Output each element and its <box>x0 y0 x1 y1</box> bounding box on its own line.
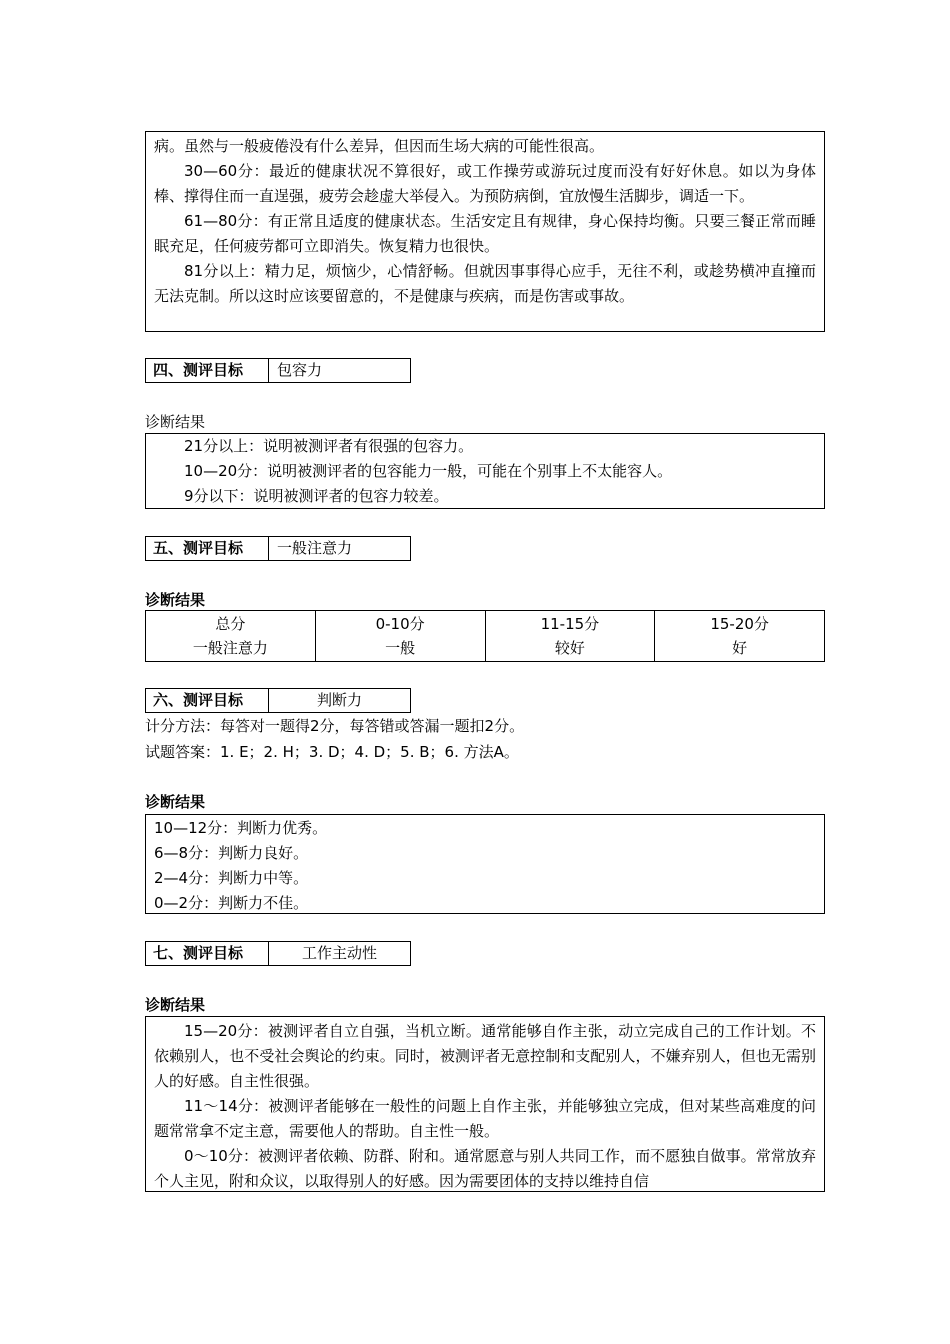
diagnosis-7-label: 诊断结果 <box>145 996 206 1014</box>
target-7-value: 工作主动性 <box>301 944 377 962</box>
attention-score-table <box>145 610 825 662</box>
table-cell: 一般注意力 <box>192 639 268 657</box>
diagnosis-4-line: 10—20分：说明被测评者的包容能力一般，可能在个别事上不太能容人。 <box>184 462 673 480</box>
diagnosis-6-line: 10—12分：判断力优秀。 <box>154 819 328 837</box>
target-4-value: 包容力 <box>277 361 323 379</box>
diagnosis-6-line: 0—2分：判断力不佳。 <box>154 894 309 912</box>
health-result-line: 30—60分：最近的健康状况不算很好，或工作操劳或游玩过度而没有好好休息。如以为身体棒、撑得住而一直逞强，疲劳会趁虚大举侵入。为预防病倒，宜放慢生活脚步，调适一下。 <box>154 162 816 205</box>
table-row <box>146 611 825 662</box>
target-4-box <box>145 358 411 383</box>
diagnosis-5-label: 诊断结果 <box>145 591 206 609</box>
diagnosis-6-box <box>145 814 825 914</box>
diagnosis-6-label: 诊断结果 <box>145 793 206 811</box>
diagnosis-7-box <box>145 1016 825 1192</box>
table-cell: 好 <box>732 639 748 657</box>
answer-key: 试题答案：1. E；2. H；3. D；4. D；5. B；6. 方法A。 <box>145 743 519 761</box>
target-7-box <box>145 941 411 966</box>
target-5-value: 一般注意力 <box>277 539 353 557</box>
target-6-value: 判断力 <box>316 691 362 709</box>
table-header-cell: 15-20分 <box>710 615 769 633</box>
diagnosis-4-line: 9分以下：说明被测评者的包容力较差。 <box>184 487 449 505</box>
table-header-cell: 0-10分 <box>375 615 425 633</box>
table-header-cell: 11-15分 <box>540 615 600 633</box>
diagnosis-4-box <box>145 433 825 509</box>
table-cell: 较好 <box>554 639 585 657</box>
diagnosis-7-line: 11～14分：被测评者能够在一般性的问题上自作主张，并能够独立完成，但对某些高难度的问题常常拿不定主意，需要他人的帮助。自主性一般。 <box>154 1097 816 1140</box>
scoring-method: 计分方法：每答对一题得2分，每答错或答漏一题扣2分。 <box>145 717 525 735</box>
target-5-label: 五、测评目标 <box>146 537 269 560</box>
diagnosis-4-line: 21分以上：说明被测评者有很强的包容力。 <box>184 437 474 455</box>
target-5-box <box>145 536 411 561</box>
table-header-cell: 总分 <box>215 615 246 633</box>
diagnosis-7-line: 0～10分：被测评者依赖、防群、附和。通常愿意与别人共同工作，而不愿独自做事。常常放弃个人主见，附和众议，以取得别人的好感。因为需要团体的支持以维持自信 <box>154 1147 816 1190</box>
diagnosis-4-label: 诊断结果 <box>145 413 206 431</box>
health-result-line: 病。虽然与一般疲倦没有什么差异，但因而生场大病的可能性很高。 <box>154 137 605 155</box>
diagnosis-6-line: 2—4分：判断力中等。 <box>154 869 309 887</box>
health-result-box <box>145 131 825 332</box>
target-7-label: 七、测评目标 <box>146 942 269 965</box>
diagnosis-6-line: 6—8分：判断力良好。 <box>154 844 309 862</box>
target-6-label: 六、测评目标 <box>146 689 269 712</box>
health-result-line: 61—80分：有正常且适度的健康状态。生活安定且有规律，身心保持均衡。只要三餐正常而睡眠充足，任何疲劳都可立即消失。恢复精力也很快。 <box>154 212 816 255</box>
health-result-line: 81分以上：精力足，烦恼少，心情舒畅。但就因事事得心应手，无往不利，或趁势横冲直撞而无法克制。所以这时应该要留意的，不是健康与疾病，而是伤害或事故。 <box>154 262 816 305</box>
target-4-label: 四、测评目标 <box>146 359 269 382</box>
diagnosis-7-line: 15—20分：被测评者自立自强，当机立断。通常能够自作主张，动立完成自己的工作计划。不依赖别人，也不受社会舆论的约束。同时，被测评者无意控制和支配别人，不嫌弃别人，但也无需别人的好感。自主性很强。 <box>154 1022 816 1090</box>
table-cell: 一般 <box>385 639 416 657</box>
target-6-box <box>145 688 411 713</box>
